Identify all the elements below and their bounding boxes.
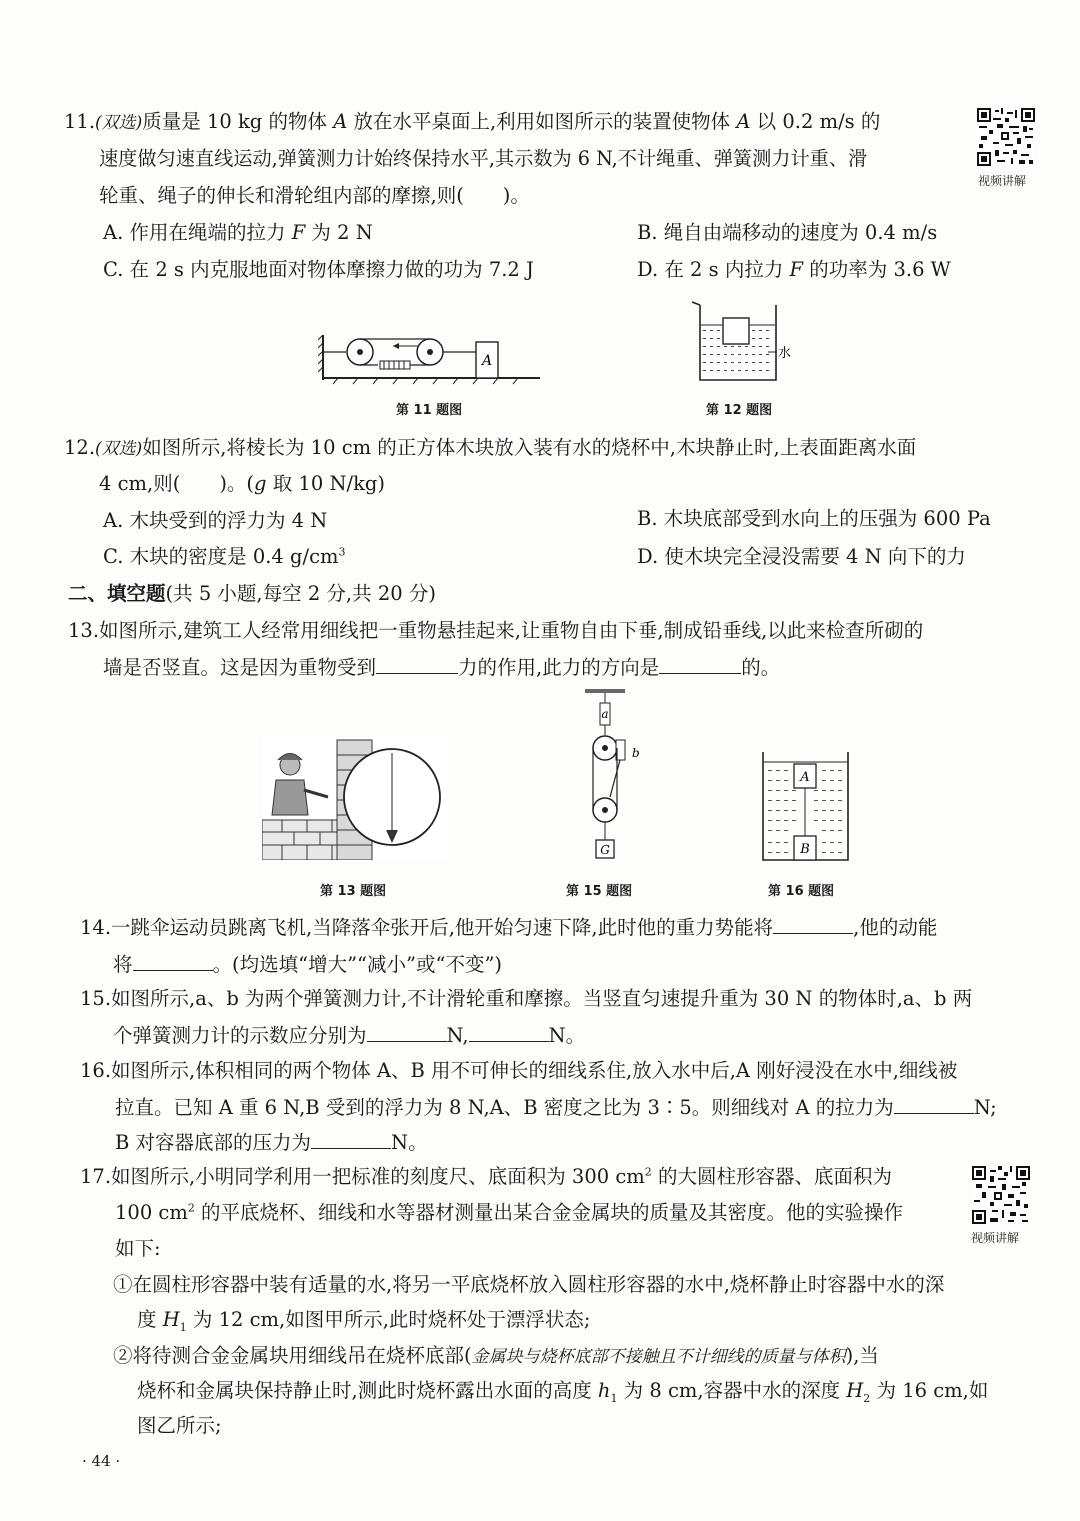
block-a-label: A [481,353,493,369]
q11-option-d-text: 的功率为 3.6 W [803,258,951,281]
q17-text: 100 cm [115,1201,188,1224]
q17-number: 17. [80,1165,112,1188]
q17-sup: 2 [644,1165,652,1179]
q12-option-b: B. 木块底部受到水向上的压强为 600 Pa [637,507,991,530]
q11-option-b: B. 绳自由端移动的速度为 0.4 m/s [637,221,938,244]
q11-number: 11. [64,110,96,133]
q13-text: 力的作用,此力的方向是 [458,656,660,679]
q15-text: N。 [548,1024,586,1047]
figure-13-caption: 第 13 题图 [320,884,387,899]
q15-line2 [113,1021,585,1050]
q12-line2 [99,470,385,498]
q16-text: N。 [391,1131,428,1154]
q17-line2 [115,1199,903,1227]
section-2-title: 二、填空题 [68,582,166,605]
q17-sup: 2 [187,1201,195,1215]
q12-option-c-sup: 3 [338,545,346,559]
box-a-label: A [800,770,810,785]
q13-number: 13. [68,619,100,642]
q16-line1 [80,1057,957,1085]
q17-text: 为 16 cm,如 [870,1379,989,1402]
weight-g-label: G [600,843,610,857]
q11-option-a [103,219,373,247]
q13-text: 的。 [741,656,781,679]
q15-text: 如图所示,a、b 为两个弹簧测力计,不计滑轮重和摩擦。当竖直匀速提升重为 30 N 的物体时,a、b 两 [111,987,973,1010]
q11-tag: (双选) [95,113,143,133]
var-g: g [254,472,267,495]
q17-step1-line1: ①在圆柱形容器中装有适量的水,将另一平底烧杯放入圆柱形容器的水中,烧杯静止时容器中水的深 [113,1273,945,1296]
q17-line3: 如下: [115,1237,161,1260]
var-F: F [291,221,306,244]
figure-13-bricklayer [262,735,447,860]
spring-b-label: b [632,746,640,760]
q13-line2 [103,653,780,682]
var-h: h [597,1379,611,1402]
q16-number: 16. [80,1059,112,1082]
q12-text: 如图所示,将棱长为 10 cm 的正方体木块放入装有水的烧杯中,木块静止时,上表面距离水面 [142,436,917,459]
q11-line3: 轮重、绳子的伸长和滑轮组内部的摩擦,则( )。 [99,184,530,207]
q17-sub: 1 [610,1391,618,1405]
q17-text: 为 12 cm,如图甲所示,此时烧杯处于漂浮状态; [186,1308,591,1331]
q11-option-a-text: A. 作用在绳端的拉力 [103,221,292,244]
q11-option-a-text: 为 2 N [305,221,373,244]
figure-15-caption: 第 15 题图 [566,884,633,899]
figure-16-container [758,750,853,865]
q11-line1 [64,108,880,137]
q13-text: 如图所示,建筑工人经常用细线把一重物悬挂起来,让重物自由下垂,制成铅垂线,以此来检查所砌的 [99,619,924,642]
q14-number: 14. [80,916,112,939]
qr-code-icon[interactable] [972,1166,1030,1224]
q16-text: N; [973,1096,997,1119]
water-label: 水 [778,346,792,361]
q12-option-c [103,543,346,571]
answer-blank[interactable] [469,1021,549,1042]
q16-text: 拉直。已知 A 重 6 N,B 受到的浮力为 8 N,A、B 密度之比为 3∶5。则细线对 A 的拉力为 [115,1096,894,1119]
q15-text: 个弹簧测力计的示数应分别为 [113,1024,367,1047]
q11-option-d [637,256,951,284]
q12-option-d: D. 使木块完全浸没需要 4 N 向下的力 [637,545,966,568]
q17-text: 的大圆柱形容器、底面积为 [651,1165,892,1188]
q14-line2 [113,950,502,979]
q16-line3 [115,1128,428,1157]
q17-step2-line3: 图乙所示; [137,1414,222,1437]
q15-number: 15. [80,987,112,1010]
q16-line2 [115,1093,997,1122]
q17-sub: 1 [179,1320,187,1334]
figure-12-beaker [688,300,798,385]
figure-11-pulley-setup [318,330,543,385]
q11-text: 以 0.2 m/s 的 [750,110,881,133]
q14-text: 一跳伞运动员跳离飞机,当降落伞张开后,他开始匀速下降,此时他的重力势能将 [111,916,774,939]
spring-a-label: a [601,707,609,721]
q12-option-a: A. 木块受到的浮力为 4 N [103,509,328,532]
answer-blank[interactable] [376,653,458,674]
q11-text: 质量是 10 kg 的物体 [142,110,334,133]
q11-line2: 速度做匀速直线运动,弹簧测力计始终保持水平,其示数为 6 N,不计绳重、弹簧测力计重、滑 [99,147,868,170]
answer-blank[interactable] [659,653,741,674]
q17-text: 烧杯和金属块保持静止时,测此时烧杯露出水面的高度 [137,1379,598,1402]
q12-line1 [64,434,916,463]
q17-text: 为 8 cm,容器中水的深度 [617,1379,847,1402]
q17-line1 [80,1163,892,1191]
q13-text: 墙是否竖直。这是因为重物受到 [103,656,377,679]
q15-text: N, [446,1024,469,1047]
q14-text: 将 [113,953,133,976]
q16-text: 如图所示,体积相同的两个物体 A、B 用不可伸长的细线系住,放入水中后,A 刚好浸没在水中,细线被 [111,1059,958,1082]
q17-text: 的平底烧杯、细线和水等器材测量出某合金金属块的质量及其密度。他的实验操作 [194,1201,904,1224]
q17-text: ),当 [845,1344,879,1367]
section-2-heading [68,580,436,608]
var-A: A [333,110,348,133]
q17-text: 如图所示,小明同学利用一把标准的刻度尺、底面积为 300 cm [111,1165,645,1188]
answer-blank[interactable] [133,950,213,971]
q12-text: 4 cm,则( )。( [99,472,255,495]
var-H: H [846,1379,864,1402]
var-H: H [162,1308,180,1331]
q14-text: 。(均选填“增大”“减小”或“不变”) [212,953,503,976]
q17-step2-line2 [137,1377,988,1405]
q17-step2-line1 [113,1342,879,1371]
answer-blank[interactable] [367,1021,447,1042]
qr-label: 视频讲解 [978,174,1027,188]
q14-line1 [80,913,937,942]
figure-16-caption: 第 16 题图 [768,884,835,899]
q12-text: 取 10 N/kg) [266,472,385,495]
q13-line1 [68,617,923,645]
q11-option-c: C. 在 2 s 内克服地面对物体摩擦力做的功为 7.2 J [103,258,534,281]
q15-line1 [80,985,972,1013]
box-b-label: B [800,842,810,857]
q11-text: 放在水平桌面上,利用如图所示的装置使物体 [347,110,737,133]
q14-text: ,他的动能 [853,916,938,939]
q17-step1-line2 [137,1306,591,1334]
q12-option-c-text: C. 木块的密度是 0.4 g/cm [103,545,339,568]
var-A: A [736,110,751,133]
figure-15-pulley-system [570,685,650,865]
q17-text: 度 [137,1308,163,1331]
q17-sub: 2 [863,1391,871,1405]
var-F: F [789,258,804,281]
page-number: · 44 · [82,1452,121,1470]
q16-text: B 对容器底部的压力为 [115,1131,312,1154]
section-2-note: (共 5 小题,每空 2 分,共 20 分) [165,582,436,605]
qr-label: 视频讲解 [971,1231,1020,1245]
q17-note: 金属块与烧杯底部不接触且不计细线的质量与体积 [471,1347,846,1367]
q12-number: 12. [64,436,96,459]
figure-11-caption: 第 11 题图 [396,403,463,418]
q11-option-d-text: D. 在 2 s 内拉力 [637,258,790,281]
q17-text: ②将待测合金金属块用细线吊在烧杯底部( [113,1344,472,1367]
answer-blank[interactable] [311,1128,391,1149]
qr-code-icon[interactable] [977,108,1035,166]
answer-blank[interactable] [894,1093,974,1114]
answer-blank[interactable] [773,913,853,934]
figure-12-caption: 第 12 题图 [706,403,773,418]
q12-tag: (双选) [95,439,143,459]
